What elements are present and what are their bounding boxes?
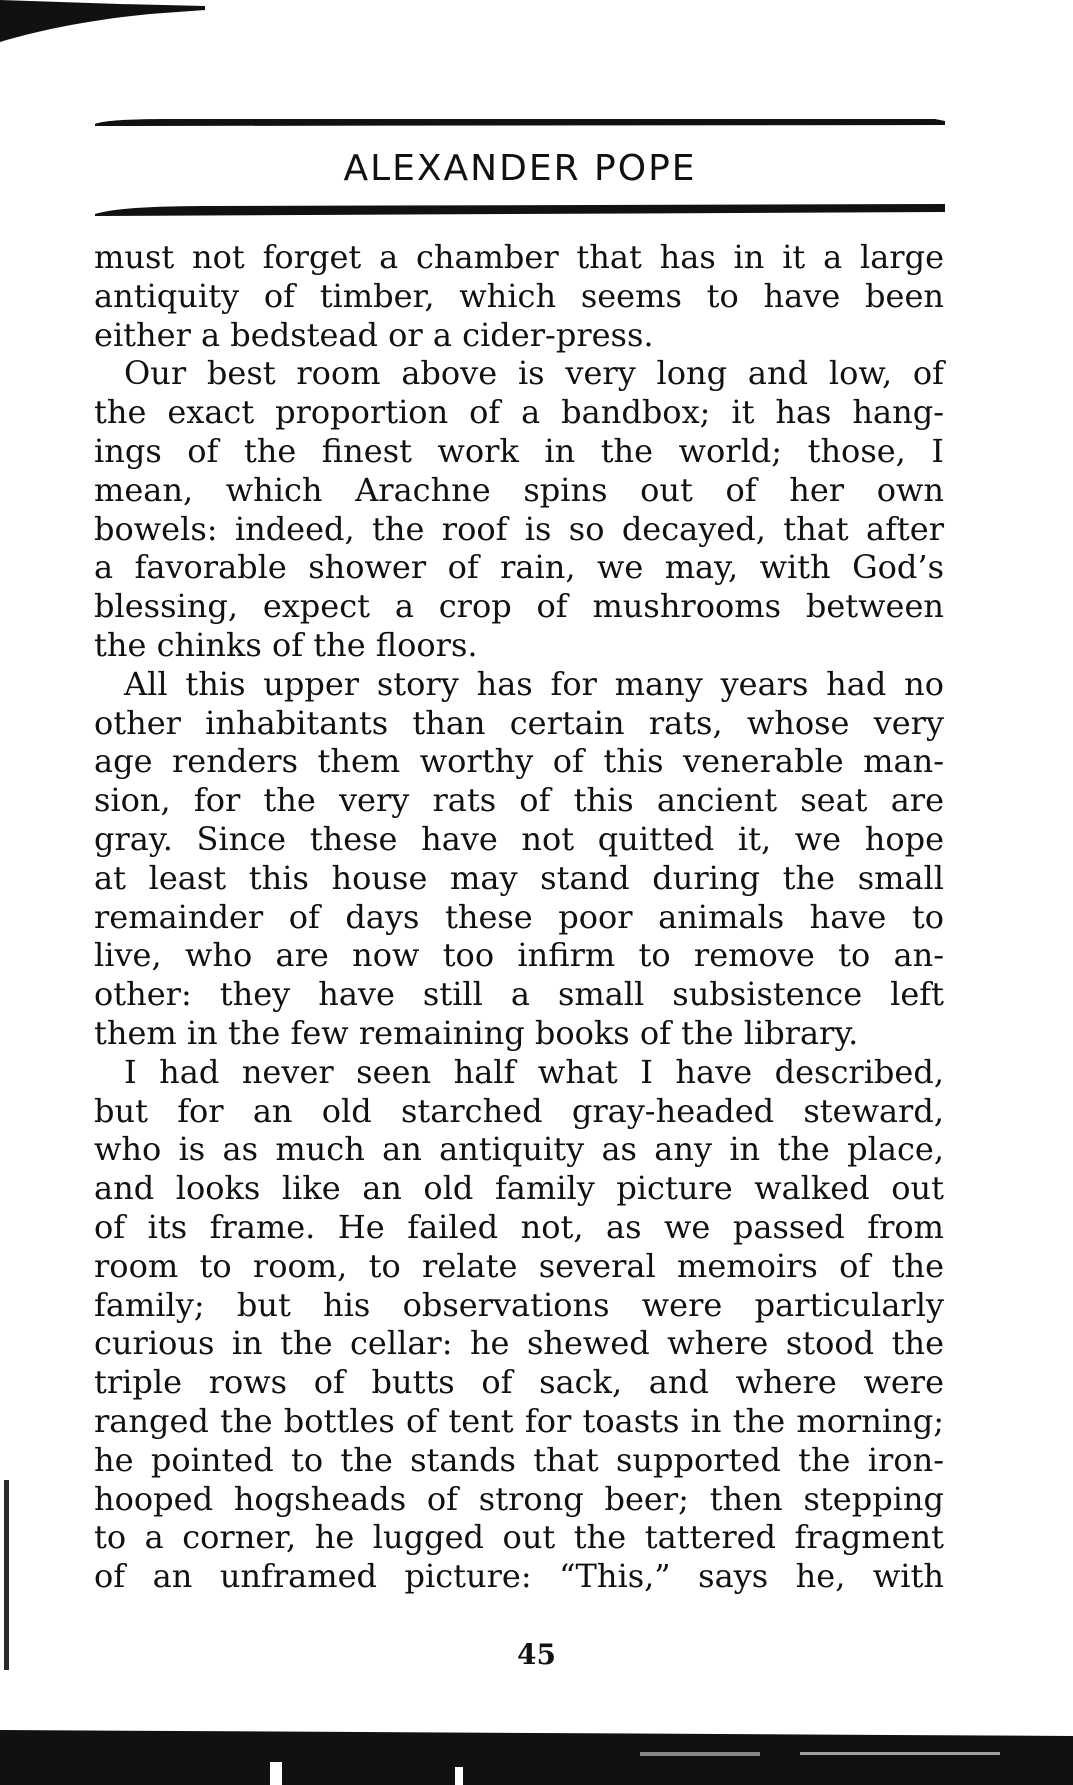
text-line: blessing, expect a crop of mushrooms between [94, 587, 944, 626]
text-line: the exact proportion of a bandbox; it has hang- [94, 393, 944, 432]
text-line: at least this house may stand during the small [94, 858, 944, 897]
text-line: must not forget a chamber that has in it a large [94, 238, 944, 276]
text-line: a favorable shower of rain, we may, with God’s [94, 548, 944, 587]
page-number: 45 [517, 1638, 556, 1671]
text-line: curious in the cellar: he shewed where stood the [94, 1324, 944, 1363]
text-line: of an unframed picture: “This,” says he, with [94, 1557, 944, 1596]
text-line: of its frame. He failed not, as we passed from [94, 1207, 944, 1246]
text-line: he pointed to the stands that supported the iron- [94, 1440, 944, 1479]
running-head: ALEXANDER POPE [343, 148, 697, 189]
text-line: Our best room above is very long and low, of [124, 354, 944, 393]
text-line: to a corner, he lugged out the tattered fragment [94, 1518, 944, 1557]
text-line: bowels: indeed, the roof is so decayed, that after [94, 509, 944, 548]
text-line: but for an old starched gray-headed steward, [94, 1091, 944, 1130]
text-line: All this upper story has for many years had no [124, 664, 944, 703]
text-line: and looks like an old family picture walked out [94, 1169, 944, 1208]
page-body-text [94, 238, 944, 1596]
text-line: them in the few remaining books of the library. [94, 1013, 859, 1052]
header-rule-bottom [95, 202, 945, 216]
text-line: age renders them worthy of this venerable man- [94, 742, 944, 781]
scan-bottom-artifact [0, 1722, 1073, 1785]
header-rule-top [95, 118, 945, 128]
text-line: family; but his observations were particularly [94, 1285, 944, 1324]
text-line: who is as much an antiquity as any in the place, [94, 1130, 944, 1169]
text-line: triple rows of butts of sack, and where were [94, 1363, 944, 1402]
text-line: ranged the bottles of tent for toasts in the morning; [94, 1401, 944, 1440]
text-line: ings of the finest work in the world; those, I [94, 431, 944, 470]
text-line: room to room, to relate several memoirs of the [94, 1246, 944, 1285]
text-line: gray. Since these have not quitted it, we hope [94, 819, 944, 858]
text-line: antiquity of timber, which seems to have been [94, 276, 944, 315]
text-line: mean, which Arachne spins out of her own [94, 470, 944, 509]
text-line: hooped hogsheads of strong beer; then stepping [94, 1479, 944, 1518]
text-line: either a bedstead or a cider-press. [94, 315, 654, 354]
text-line: I had never seen half what I have described, [124, 1052, 944, 1091]
text-line: remainder of days these poor animals have to [94, 897, 944, 936]
text-line: the chinks of the floors. [94, 625, 478, 664]
text-line: other: they have still a small subsistence left [94, 975, 944, 1014]
text-line: live, who are now too infirm to remove to an- [94, 936, 944, 975]
scan-corner-artifact [0, 0, 210, 45]
text-line: sion, for the very rats of this ancient seat are [94, 781, 944, 820]
text-line: other inhabitants than certain rats, whose very [94, 703, 944, 742]
